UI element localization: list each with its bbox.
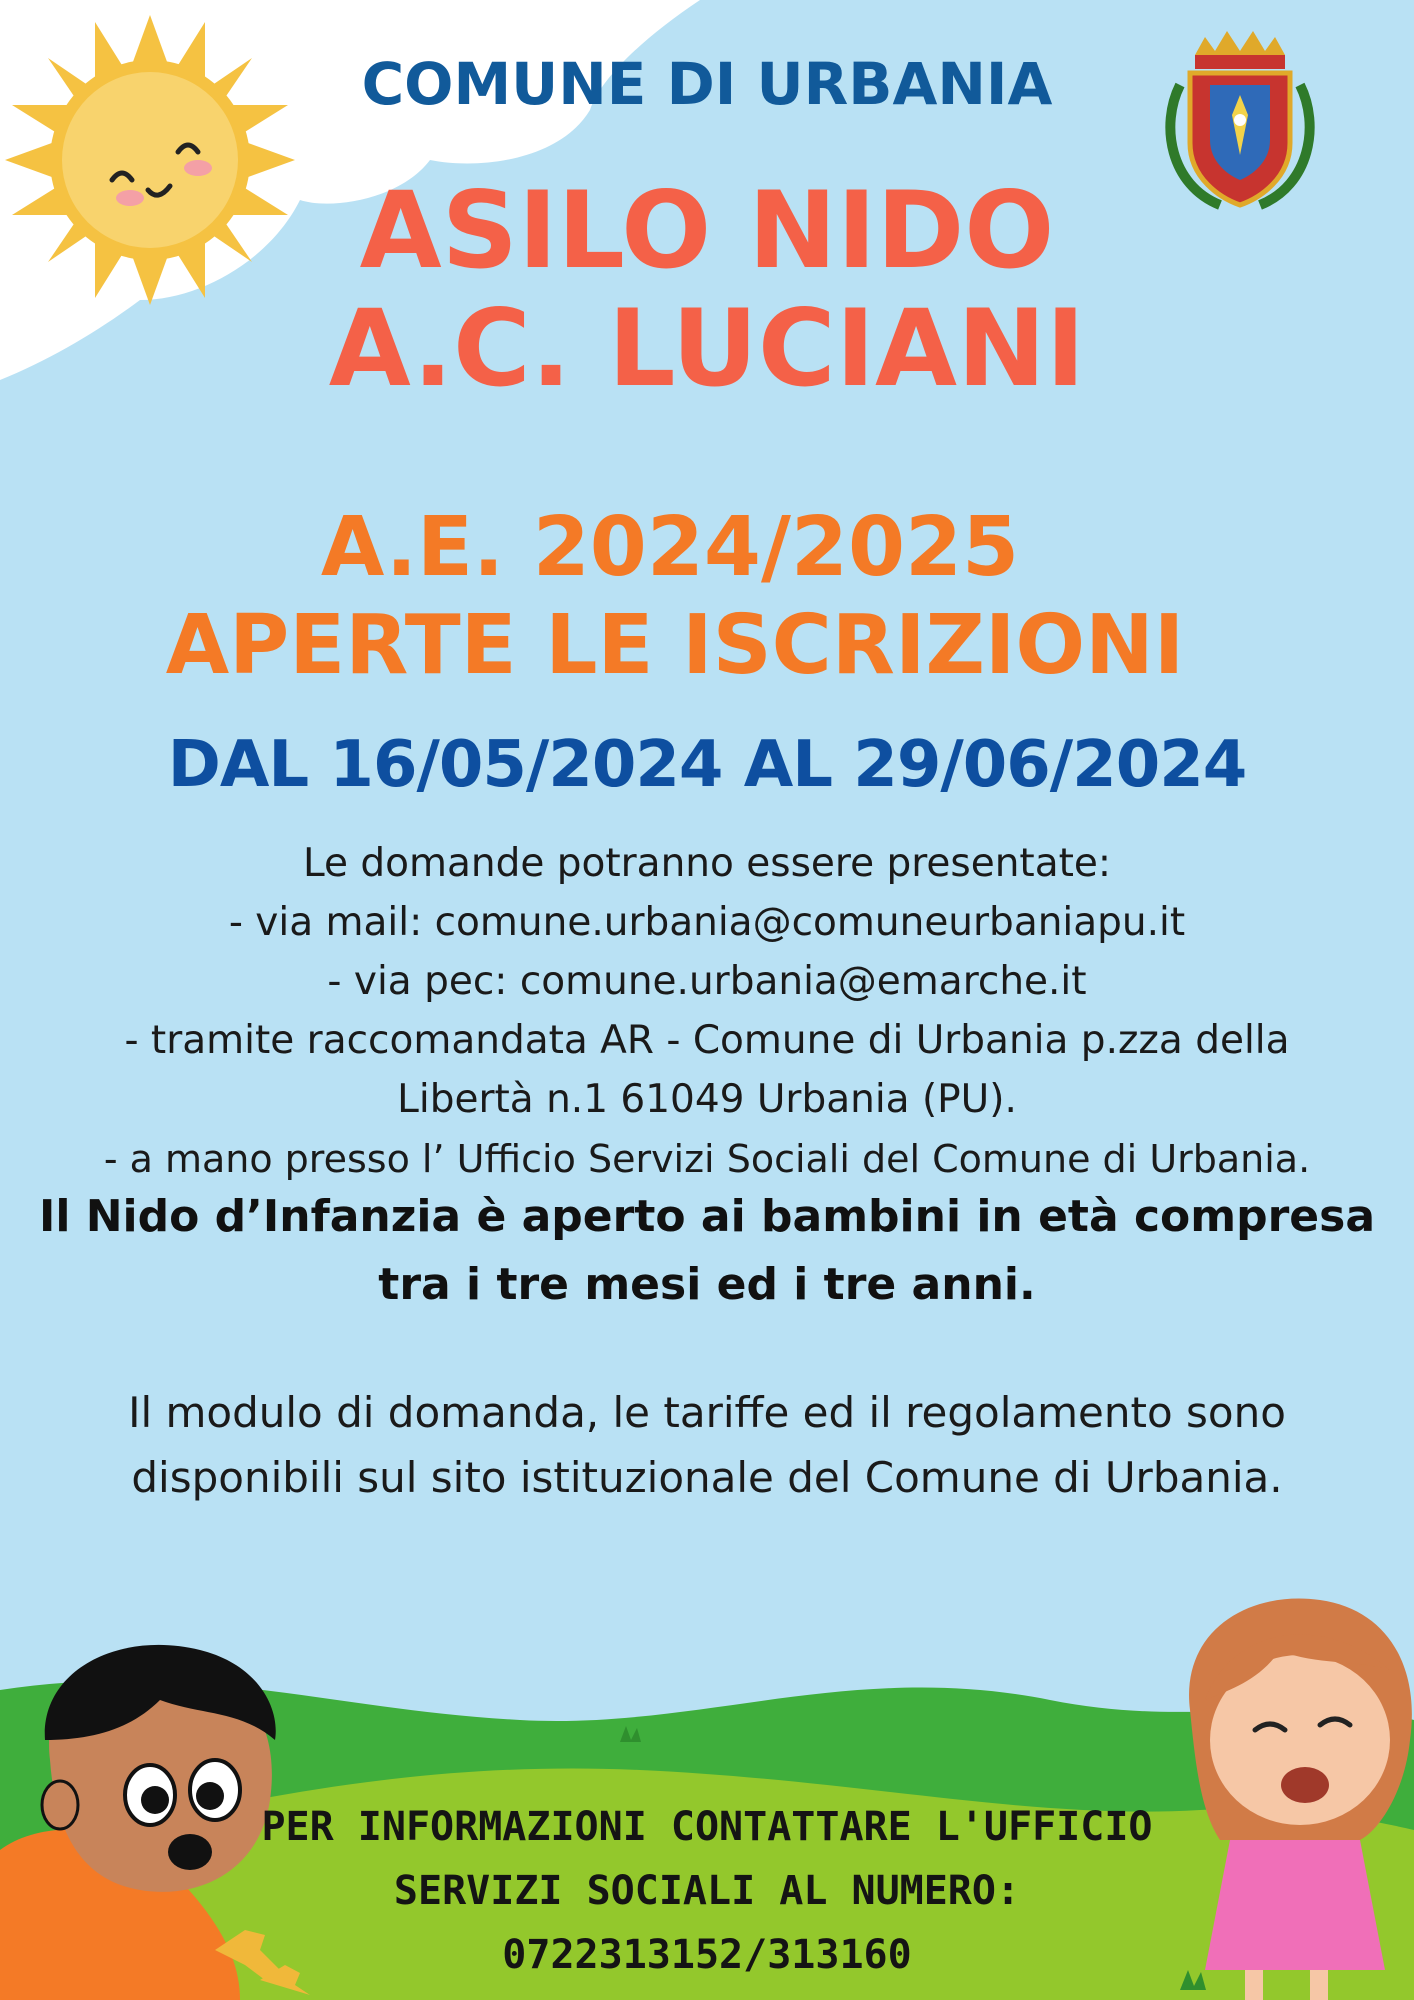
- documents-line2: disponibili sul sito istituzionale del Comune di Urbania.: [131, 1453, 1283, 1502]
- municipality-header: COMUNE DI URBANIA: [361, 50, 1053, 118]
- contact-line2: SERVIZI SOCIALI AL NUMERO:: [393, 1868, 1021, 1914]
- enrollment-open: APERTE LE ISCRIZIONI: [165, 598, 1185, 693]
- enrollment-dates: DAL 16/05/2024 AL 29/06/2024: [167, 728, 1247, 802]
- contact-line1: PER INFORMAZIONI CONTATTARE L'UFFICIO: [261, 1804, 1153, 1850]
- contact-phone: 0722313152/313160: [502, 1932, 912, 1978]
- submission-post-line1: - tramite raccomandata AR - Comune di Urbania p.zza della: [124, 1018, 1290, 1063]
- eligibility-line1: Il Nido d’Infanzia è aperto ai bambini in età compresa: [38, 1191, 1376, 1242]
- eligibility-line2: tra i tre mesi ed i tre anni.: [378, 1259, 1036, 1310]
- submission-pec: - via pec: comune.urbania@emarche.it: [327, 959, 1087, 1004]
- documents-line1: Il modulo di domanda, le tariffe ed il regolamento sono: [128, 1388, 1286, 1437]
- submission-mail: - via mail: comune.urbania@comuneurbaniapu.it: [228, 900, 1186, 945]
- submission-post-line2: Libertà n.1 61049 Urbania (PU).: [397, 1077, 1017, 1122]
- nursery-title-line1: ASILO NIDO: [359, 169, 1055, 292]
- nursery-title-line2: A.C. LUCIANI: [328, 287, 1086, 410]
- school-year: A.E. 2024/2025: [320, 500, 1020, 595]
- submission-intro: Le domande potranno essere presentate:: [302, 841, 1112, 886]
- submission-hand: - a mano presso l’ Ufficio Servizi Sociali del Comune di Urbania.: [103, 1137, 1311, 1181]
